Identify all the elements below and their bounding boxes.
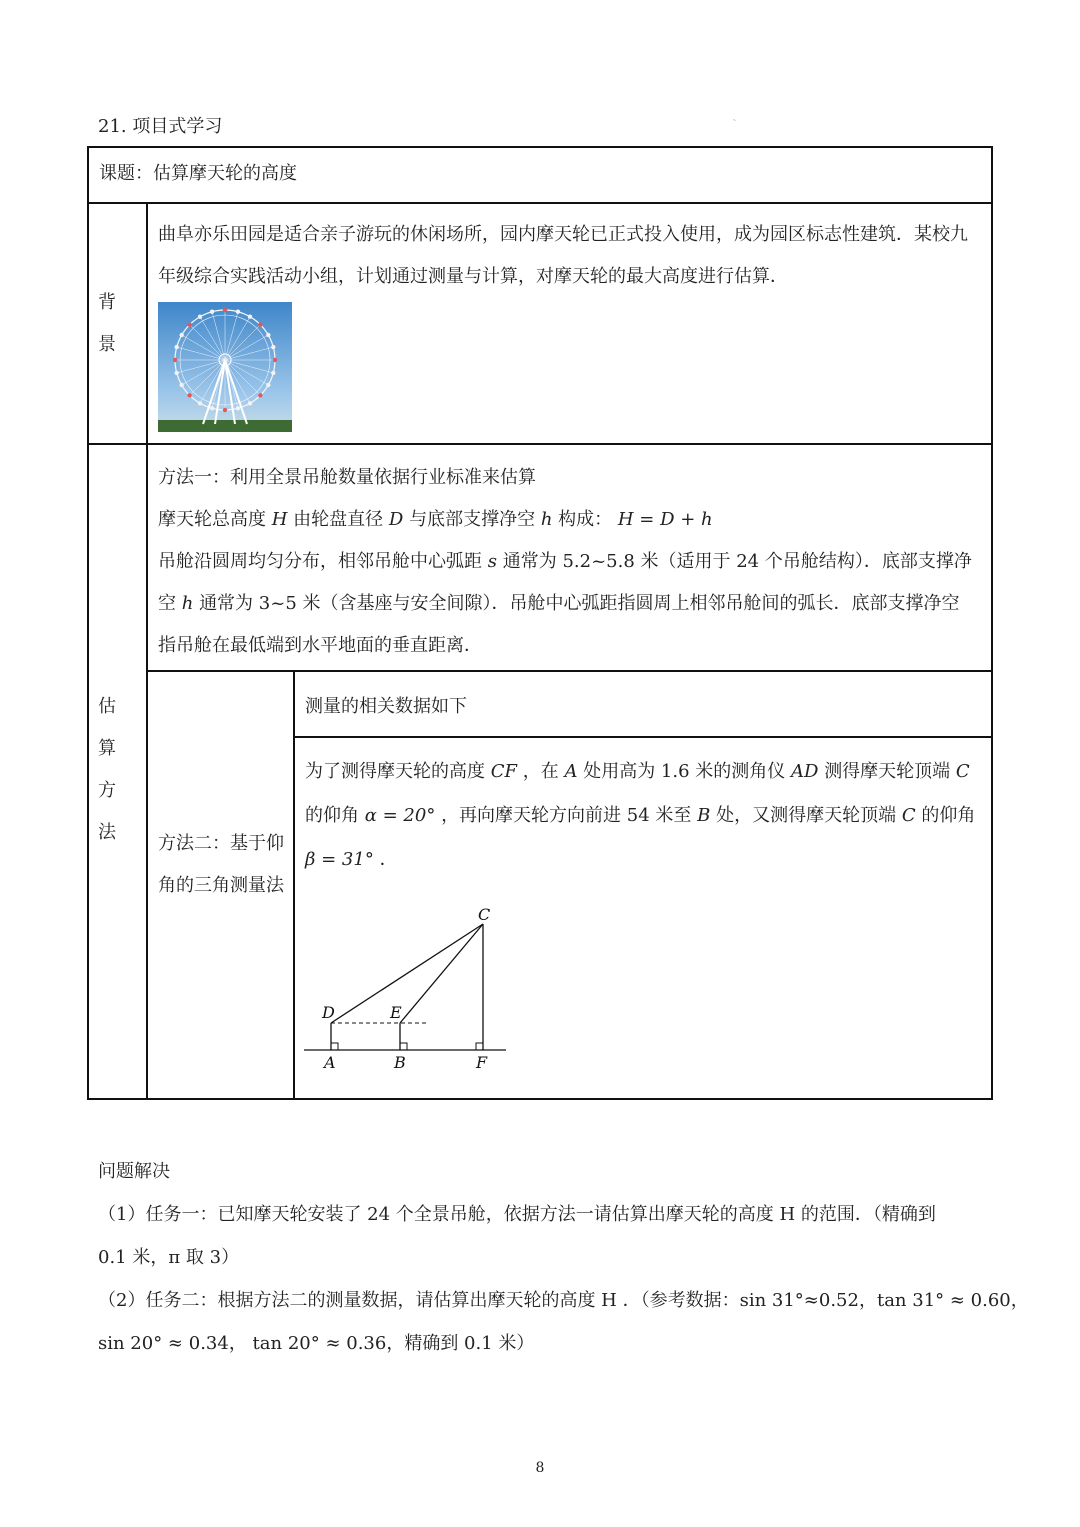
background-label-char: 背 xyxy=(98,292,116,313)
method2-body xyxy=(305,750,985,882)
method2-header-divider xyxy=(293,736,993,738)
label-E: E xyxy=(390,1003,402,1022)
label-A: A xyxy=(324,1053,336,1072)
text-fragment: 测得摩天轮顶端 xyxy=(824,761,951,782)
right-angle-B xyxy=(400,1043,407,1050)
method2-label-divider xyxy=(293,670,295,1100)
math-beta: β = 31° xyxy=(305,849,374,870)
method-label-char: 法 xyxy=(98,822,116,843)
background-label xyxy=(87,282,127,366)
method-label-char: 方 xyxy=(98,780,116,801)
background-text: 曲阜亦乐田园是适合亲子游玩的休闲场所，园内摩天轮已正式投入使用，成为园区标志性建筑．某校九年级综合实践活动小组，计划通过测量与计算，对摩天轮的最大高度进行估算． xyxy=(158,224,968,287)
segment-EC xyxy=(400,924,483,1023)
text-fragment: 处用高为 1.6 米的测角仪 xyxy=(583,761,786,782)
label-B: B xyxy=(394,1053,406,1072)
math-h: h xyxy=(181,593,194,614)
method2-line3 xyxy=(305,838,985,882)
text-fragment: ，再向摩天轮方向前进 54 米至 xyxy=(441,805,692,826)
topic-text: 课题：估算摩天轮的高度 xyxy=(99,163,297,184)
math-s: s xyxy=(487,551,497,572)
method-divider xyxy=(146,670,993,672)
math-alpha: α = 20° xyxy=(364,805,436,826)
method-label-char: 估 xyxy=(98,696,116,717)
math-H: H xyxy=(271,509,288,530)
task1-line2: 0.1 米，π 取 3） xyxy=(98,1247,240,1268)
ferris-wheel-photo xyxy=(158,302,292,432)
method-section-label xyxy=(87,686,127,854)
method2-header: 测量的相关数据如下 xyxy=(305,696,467,717)
method1-clearance-line xyxy=(158,583,984,625)
math-AD: AD xyxy=(791,761,819,782)
text-fragment: 与底部支撑净空 xyxy=(409,509,536,530)
row-divider-background xyxy=(87,443,993,445)
method1-definition-line: 指吊舱在最低端到水平地面的垂直距离． xyxy=(158,635,482,656)
table-border-top xyxy=(87,146,993,148)
table-border-right xyxy=(991,146,993,1100)
text-fragment: 的仰角 xyxy=(305,805,359,826)
task2-line2: sin 20° ≈ 0.34， tan 20° ≈ 0.36，精确到 0.1 米） xyxy=(98,1333,535,1354)
method2-line1 xyxy=(305,750,985,794)
text-fragment: 吊舱沿圆周均匀分布，相邻吊舱中心弧距 xyxy=(158,551,482,572)
geometry-diagram xyxy=(300,898,515,1078)
method1-arc-line xyxy=(158,541,984,583)
corner-mark: 、 xyxy=(733,113,741,122)
math-D: D xyxy=(388,509,404,530)
math-C: C xyxy=(955,761,970,782)
segment-DC xyxy=(331,924,483,1023)
problem-heading: 问题解决 xyxy=(98,1161,170,1182)
question-title: 21. 项目式学习 xyxy=(98,116,223,137)
math-C: C xyxy=(901,805,916,826)
text-fragment: ． xyxy=(379,849,398,870)
label-C: C xyxy=(478,905,491,924)
math-CF: CF xyxy=(490,761,517,782)
text-fragment: 通常为 3~5 米（含基座与安全间隙）．吊舱中心弧距指圆周上相邻吊舱间的弧长．底部支撑净空 xyxy=(199,593,960,614)
label-D: D xyxy=(322,1003,335,1022)
table-border-bottom xyxy=(87,1098,993,1100)
text-fragment: 的仰角 xyxy=(921,805,976,826)
method2-line2 xyxy=(305,794,985,838)
label-column-divider xyxy=(146,202,148,1100)
row-divider-topic xyxy=(87,202,993,204)
background-label-char: 景 xyxy=(98,334,116,355)
text-fragment: 通常为 5.2~5.8 米（适用于 24 个吊舱结构）．底部支撑净 xyxy=(502,551,972,572)
text-fragment: ，在 xyxy=(522,761,559,782)
text-fragment: 构成： xyxy=(558,509,613,530)
text-fragment: 空 xyxy=(158,593,176,614)
method1-title: 方法一：利用全景吊舱数量依据行业标准来估算 xyxy=(158,467,536,488)
text-fragment: 为了测得摩天轮的高度 xyxy=(305,761,485,782)
method2-label: 方法二：基于仰角的三角测量法 xyxy=(158,833,284,896)
right-angle-F xyxy=(476,1043,483,1050)
problem-section xyxy=(98,1150,1029,1365)
page-number: 8 xyxy=(535,1460,545,1476)
math-A: A xyxy=(564,761,578,782)
text-fragment: 由轮盘直径 xyxy=(293,509,384,530)
method1-block xyxy=(158,457,984,667)
method-label-char: 算 xyxy=(98,738,116,759)
task1-line1: （1）任务一：已知摩天轮安装了 24 个全景吊舱，依据方法一请估算出摩天轮的高度 H 的范围．（精确到 xyxy=(98,1204,936,1225)
math-h: h xyxy=(540,509,553,530)
method1-formula-line xyxy=(158,499,984,541)
task2-line1: （2）任务二：根据方法二的测量数据，请估算出摩天轮的高度 H ．（参考数据：sin 31°≈0.52，tan 31° ≈ 0.60， xyxy=(98,1290,1029,1311)
math-B: B xyxy=(697,805,711,826)
right-angle-A xyxy=(331,1043,338,1050)
text-fragment: 摩天轮总高度 xyxy=(158,509,266,530)
label-F: F xyxy=(476,1053,488,1072)
text-fragment: 处，又测得摩天轮顶端 xyxy=(716,805,897,826)
math-formula: H = D + h xyxy=(617,509,713,530)
